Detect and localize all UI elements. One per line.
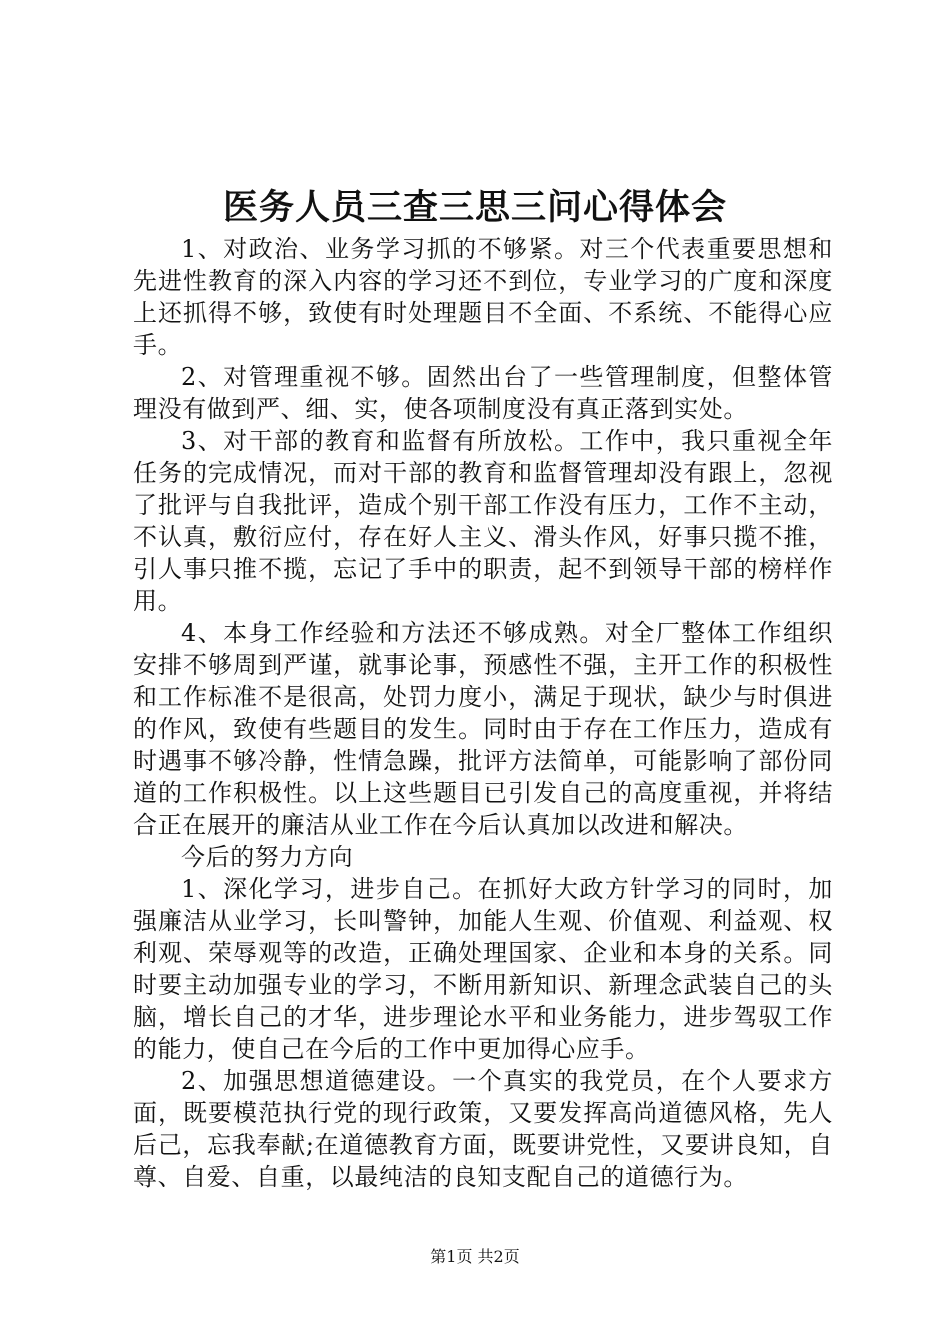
paragraph-5: 1、深化学习，进步自己。在抓好大政方针学习的同时，加强廉洁从业学习，长叫警钟，加能人生观、价值观、利益观、权利观、荣辱观等的改造，正确处理国家、企业和本身的关系。同时要主动加强专业的学习，不断用新知识、新理念武装自己的头脑，增长自己的才华，进步理论水平和业务能力，进步驾驭工作的能力，使自己在今后的工作中更加得心应手。 bbox=[133, 875, 833, 1063]
document-body bbox=[133, 233, 833, 1193]
paragraph-1: 1、对政治、业务学习抓的不够紧。对三个代表重要思想和先进性教育的深入内容的学习还不到位，专业学习的广度和深度上还抓得不够，致使有时处理题目不全面、不系统、不能得心应手。 bbox=[133, 235, 833, 359]
paragraph-2: 2、对管理重视不够。固然出台了一些管理制度，但整体管理没有做到严、细、实，使各项制度没有真正落到实处。 bbox=[133, 363, 833, 423]
paragraph-4: 4、本身工作经验和方法还不够成熟。对全厂整体工作组织安排不够周到严谨，就事论事，预感性不强，主开工作的积极性和工作标准不是很高，处罚力度小，满足于现状，缺少与时俱进的作风，致使有些题目的发生。同时由于存在工作压力，造成有时遇事不够冷静，性情急躁，批评方法简单，可能影响了部份同道的工作积极性。以上这些题目已引发自己的高度重视，并将结合正在展开的廉洁从业工作在今后认真加以改进和解决。 bbox=[133, 619, 833, 839]
paragraph-3: 3、对干部的教育和监督有所放松。工作中，我只重视全年任务的完成情况，而对干部的教育和监督管理却没有跟上，忽视了批评与自我批评，造成个别干部工作没有压力，工作不主动，不认真，敷衍应付，存在好人主义、滑头作风，好事只揽不推，引人事只推不揽，忘记了手中的职责，起不到领导干部的榜样作用。 bbox=[133, 427, 833, 615]
paragraph-6: 2、加强思想道德建设。一个真实的我党员，在个人要求方面，既要模范执行党的现行政策，又要发挥高尚道德风格，先人后己，忘我奉献;在道德教育方面，既要讲党性，又要讲良知，自尊、自爱、自重，以最纯洁的良知支配自己的道德行为。 bbox=[133, 1067, 833, 1191]
page-footer: 第1页 共2页 bbox=[430, 1247, 520, 1266]
document-title: 医务人员三查三思三问心得体会 bbox=[222, 187, 727, 228]
section-heading: 今后的努力方向 bbox=[181, 843, 354, 871]
